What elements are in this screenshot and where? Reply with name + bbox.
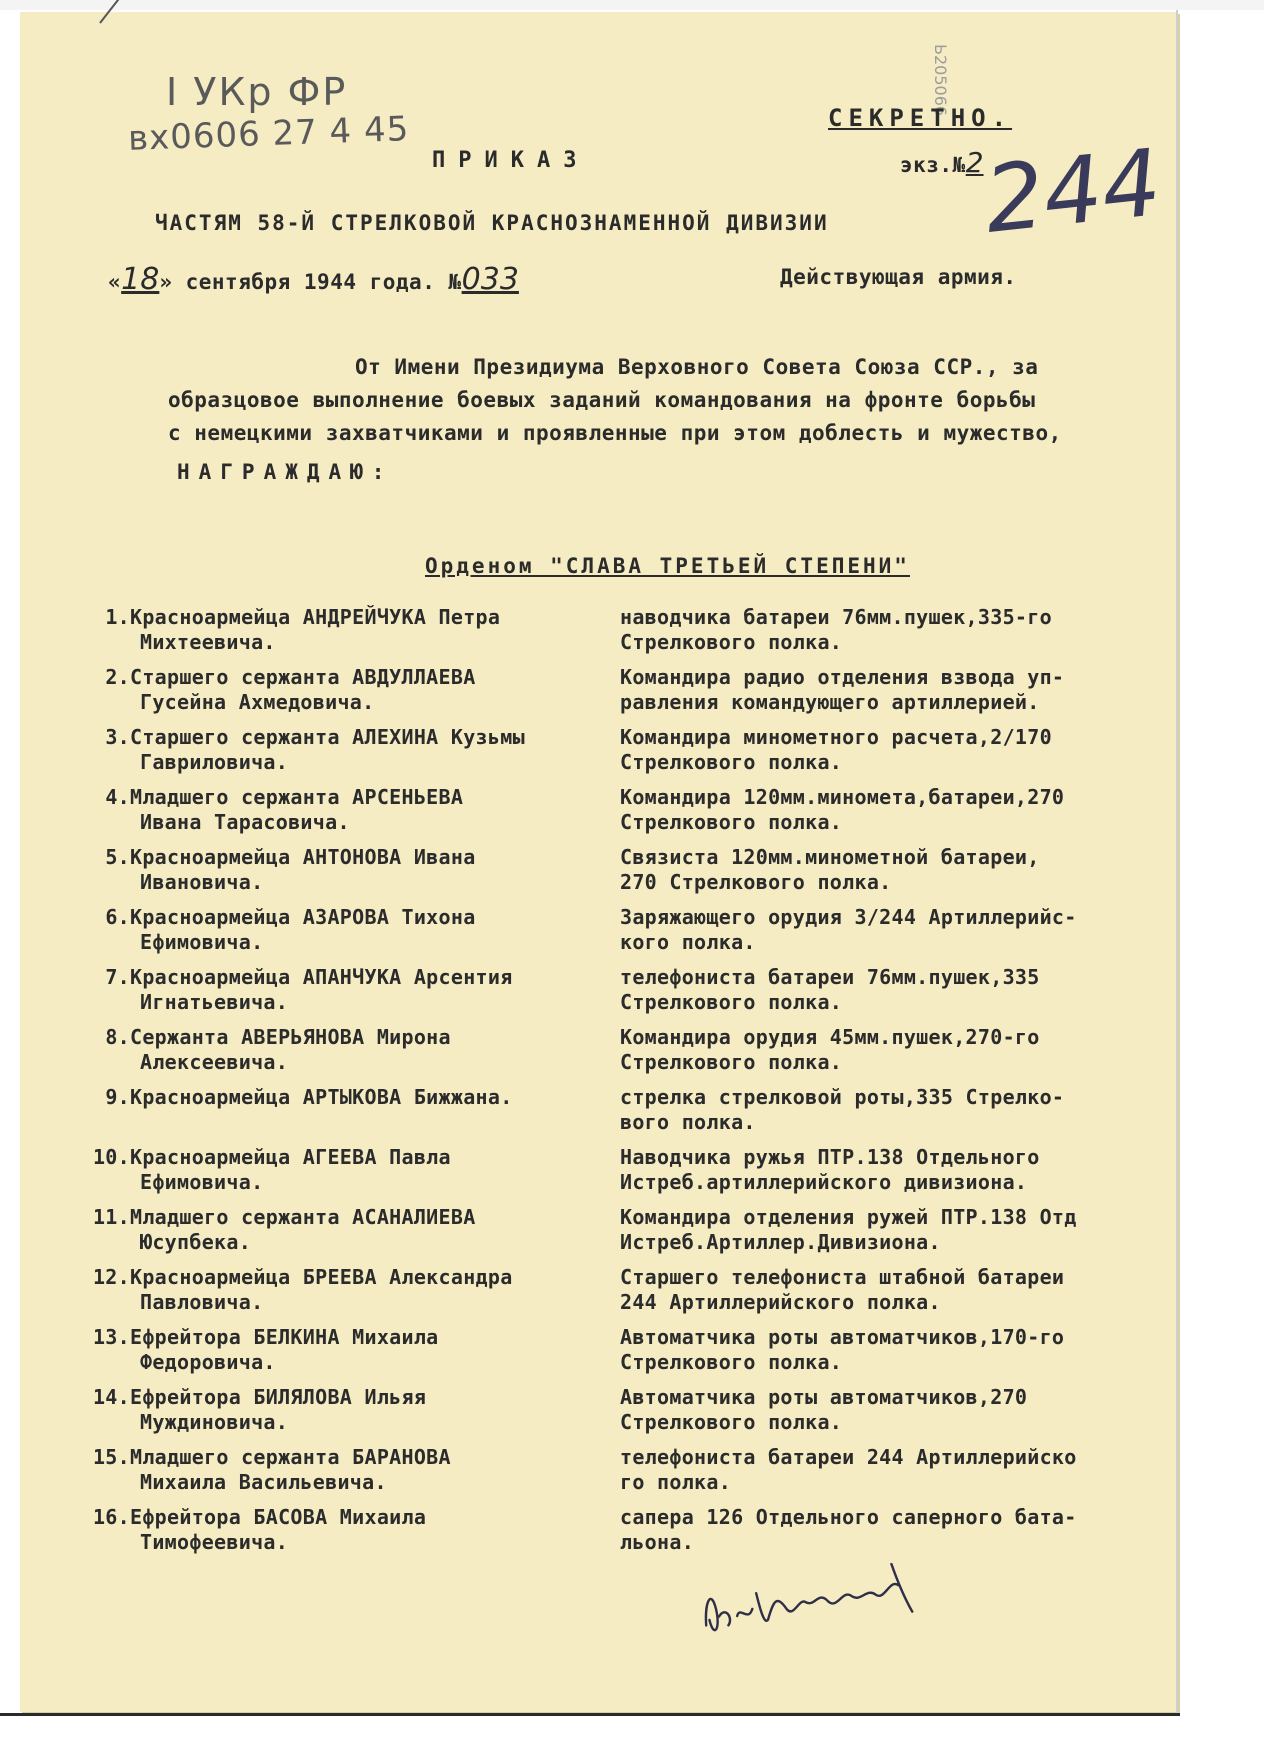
recipient-number: 13. bbox=[92, 1325, 130, 1349]
recipient-name-continuation: Ивановича. bbox=[140, 870, 264, 894]
recipient-position-line: 270 Стрелкового полка. bbox=[620, 870, 892, 894]
recipient-name bbox=[90, 785, 620, 835]
recipient-name-text: Красноармейца АГЕЕВА Павла bbox=[130, 1145, 451, 1169]
recipient-position-line: Командира минометного расчета,2/170 bbox=[620, 725, 1052, 749]
recipient-position-line: Командира радио отделения взвода уп- bbox=[620, 665, 1065, 689]
recipient-position-line: Командира орудия 45мм.пушек,270-го bbox=[620, 1025, 1040, 1049]
award-row bbox=[90, 1505, 1160, 1555]
scan-side-edge bbox=[1176, 10, 1178, 1715]
recipient-name-continuation: Гавриловича. bbox=[140, 750, 289, 774]
recipient-position bbox=[620, 665, 1160, 715]
recipient-position-line: Стрелкового полка. bbox=[620, 1050, 843, 1074]
recipient-name-text: Красноармейца АЗАРОВА Тихона bbox=[130, 905, 476, 929]
recipient-name bbox=[90, 1325, 620, 1375]
order-of-glory-heading: Орденом "СЛАВА ТРЕТЬЕЙ СТЕПЕНИ" bbox=[425, 554, 910, 578]
recipient-position-line: Стрелкового полка. bbox=[620, 1410, 843, 1434]
recipient-position-line: льона. bbox=[620, 1530, 695, 1554]
recipient-name-line bbox=[90, 1505, 620, 1530]
recipient-position-line: стрелка стрелковой роты,335 Стрелко- bbox=[620, 1085, 1065, 1109]
recipient-name-continuation: Ефимовича. bbox=[140, 1170, 264, 1194]
recipient-name-text: Красноармейца АНДРЕЙЧУКА Петра bbox=[130, 605, 501, 629]
recipient-position bbox=[620, 1085, 1160, 1135]
date-month-year: » сентября 1944 года. № bbox=[159, 270, 462, 294]
recipient-number: 5. bbox=[105, 845, 130, 869]
recipient-number: 14. bbox=[92, 1385, 130, 1409]
recipient-name-continuation: Гусейна Ахмедовича. bbox=[140, 690, 375, 714]
recipient-position bbox=[620, 1145, 1160, 1195]
location-label: Действующая армия. bbox=[780, 265, 1017, 289]
recipient-name-line bbox=[90, 1445, 620, 1470]
recipient-position-line: Связиста 120мм.минометной батареи, bbox=[620, 845, 1040, 869]
recipient-name-line bbox=[90, 1265, 620, 1290]
recipient-name bbox=[90, 1265, 620, 1315]
recipient-name-text: Ефрейтора БЕЛКИНА Михаила bbox=[130, 1325, 439, 1349]
recipient-name-line bbox=[90, 1205, 620, 1230]
award-row bbox=[90, 1145, 1160, 1195]
award-row bbox=[90, 845, 1160, 895]
award-row bbox=[90, 1265, 1160, 1315]
recipient-name-continuation: Алексеевича. bbox=[140, 1050, 289, 1074]
recipient-name bbox=[90, 725, 620, 775]
preamble-line-3: с немецкими захватчиками и проявленные при этом доблесть и мужество, bbox=[168, 421, 1062, 445]
recipient-name-text: Старшего сержанта АЛЕХИНА Кузьмы bbox=[130, 725, 525, 749]
recipient-position-line: 244 Артиллерийского полка. bbox=[620, 1290, 941, 1314]
recipient-name-text: Красноармейца БРЕЕВА Александра bbox=[130, 1265, 513, 1289]
recipient-position-line: Командира 120мм.миномета,батареи,270 bbox=[620, 785, 1065, 809]
recipient-name bbox=[90, 965, 620, 1015]
recipient-name-continuation: Федоровича. bbox=[140, 1350, 276, 1374]
recipient-number: 2. bbox=[105, 665, 130, 689]
recipient-position-line: наводчика батареи 76мм.пушек,335-го bbox=[620, 605, 1052, 629]
order-number: 033 bbox=[461, 262, 519, 297]
scan-top-edge bbox=[0, 0, 1264, 10]
recipient-number: 10. bbox=[92, 1145, 130, 1169]
recipient-position bbox=[620, 785, 1160, 835]
award-row bbox=[90, 785, 1160, 835]
recipient-name-continuation: Михаила Васильевича. bbox=[140, 1470, 387, 1494]
recipient-position bbox=[620, 1025, 1160, 1075]
recipient-name-line bbox=[90, 905, 620, 930]
recipient-position bbox=[620, 725, 1160, 775]
recipient-position bbox=[620, 1325, 1160, 1375]
recipient-name bbox=[90, 845, 620, 895]
recipient-position bbox=[620, 605, 1160, 655]
recipient-position bbox=[620, 1385, 1160, 1435]
recipient-name-continuation: Тимофеевича. bbox=[140, 1530, 289, 1554]
recipient-position-line: Наводчика ружья ПТР.138 Отдельного bbox=[620, 1145, 1040, 1169]
date-day: 18 bbox=[121, 262, 160, 297]
recipient-position-line: Командира отделения ружей ПТР.138 Отд bbox=[620, 1205, 1077, 1229]
recipient-position-line: Автоматчика роты автоматчиков,170-го bbox=[620, 1325, 1065, 1349]
recipient-position-line: Старшего телефониста штабной батареи bbox=[620, 1265, 1065, 1289]
recipient-name-text: Красноармейца АНТОНОВА Ивана bbox=[130, 845, 476, 869]
recipient-name-continuation: Павловича. bbox=[140, 1290, 264, 1314]
award-row bbox=[90, 725, 1160, 775]
preamble-line-1: От Имени Президиума Верховного Совета Союза ССР., за bbox=[355, 355, 1039, 379]
recipient-position-line: вого полка. bbox=[620, 1110, 756, 1134]
recipient-position-line: Заряжающего орудия 3/244 Артиллерийс- bbox=[620, 905, 1077, 929]
recipient-name-line bbox=[90, 965, 620, 990]
recipient-number: 16. bbox=[92, 1505, 130, 1529]
recipient-name bbox=[90, 1025, 620, 1075]
award-row bbox=[90, 665, 1160, 715]
recipient-name-line bbox=[90, 1085, 620, 1110]
registry-stamp-line1: I УКр ФР bbox=[166, 70, 348, 114]
award-row bbox=[90, 605, 1160, 655]
recipient-position bbox=[620, 1265, 1160, 1315]
recipient-name-line bbox=[90, 725, 620, 750]
recipient-number: 7. bbox=[105, 965, 130, 989]
handwritten-page-number: 244 bbox=[979, 129, 1166, 254]
recipient-number: 1. bbox=[105, 605, 130, 629]
recipient-position-line: кого полка. bbox=[620, 930, 756, 954]
recipient-name-text: Старшего сержанта АВДУЛЛАЕВА bbox=[130, 665, 476, 689]
awards-heading: НАГРАЖДАЮ: bbox=[177, 460, 394, 484]
recipient-number: 9. bbox=[105, 1085, 130, 1109]
recipient-name-text: Младшего сержанта АРСЕНЬЕВА bbox=[130, 785, 464, 809]
copy-number bbox=[900, 146, 984, 179]
recipient-position-line: Истреб.Артиллер.Дивизиона. bbox=[620, 1230, 941, 1254]
recipient-name-line bbox=[90, 665, 620, 690]
recipient-number: 3. bbox=[105, 725, 130, 749]
recipient-number: 4. bbox=[105, 785, 130, 809]
recipient-position-line: Стрелкового полка. bbox=[620, 750, 843, 774]
recipient-position-line: Стрелкового полка. bbox=[620, 810, 843, 834]
scan-bottom-edge bbox=[0, 1713, 1180, 1716]
classification-label: СЕКРЕТНО. bbox=[828, 104, 1013, 132]
award-row bbox=[90, 1025, 1160, 1075]
recipient-name bbox=[90, 1505, 620, 1555]
preamble-line-2: образцовое выполнение боевых заданий командования на фронте борьбы bbox=[168, 388, 1036, 412]
award-row bbox=[90, 965, 1160, 1015]
recipient-name bbox=[90, 605, 620, 655]
recipient-name-continuation: Ефимовича. bbox=[140, 930, 264, 954]
recipient-number: 15. bbox=[92, 1445, 130, 1469]
recipient-position bbox=[620, 1445, 1160, 1495]
recipient-name bbox=[90, 1145, 620, 1195]
recipient-name-continuation: Юсупбека. bbox=[140, 1230, 252, 1254]
recipient-number: 8. bbox=[105, 1025, 130, 1049]
recipient-name-line bbox=[90, 1325, 620, 1350]
recipient-name-line bbox=[90, 605, 620, 630]
recipient-name-continuation: Игнатьевича. bbox=[140, 990, 289, 1014]
award-row bbox=[90, 1325, 1160, 1375]
recipient-number: 6. bbox=[105, 905, 130, 929]
recipient-number: 11. bbox=[92, 1205, 130, 1229]
recipient-number: 12. bbox=[92, 1265, 130, 1289]
recipient-position-line: сапера 126 Отдельного саперного бата- bbox=[620, 1505, 1077, 1529]
recipient-name-line bbox=[90, 1145, 620, 1170]
recipient-name-text: Сержанта АВЕРЬЯНОВА Мирона bbox=[130, 1025, 451, 1049]
archive-number: Ь205066 bbox=[931, 44, 950, 117]
recipient-name-line bbox=[90, 845, 620, 870]
recipient-name bbox=[90, 1205, 620, 1255]
copy-number-value: 2 bbox=[965, 146, 984, 179]
award-row bbox=[90, 1385, 1160, 1435]
recipient-name-text: Младшего сержанта АСАНАЛИЕВА bbox=[130, 1205, 476, 1229]
recipient-position bbox=[620, 965, 1160, 1015]
recipient-name-continuation: Ивана Тарасовича. bbox=[140, 810, 350, 834]
recipient-name-text: Красноармейца АПАНЧУКА Арсентия bbox=[130, 965, 513, 989]
recipient-name-line bbox=[90, 785, 620, 810]
order-title: ПРИКАЗ bbox=[432, 148, 590, 173]
recipient-position bbox=[620, 1205, 1160, 1255]
recipient-name-continuation: Михтеевича. bbox=[140, 630, 276, 654]
award-row bbox=[90, 1445, 1160, 1495]
award-row bbox=[90, 1205, 1160, 1255]
recipient-name bbox=[90, 1445, 620, 1495]
recipient-position-line: Истреб.артиллерийского дивизиона. bbox=[620, 1170, 1028, 1194]
date-open-quote: « bbox=[108, 270, 122, 294]
recipient-name-text: Красноармейца АРТЫКОВА Бижжана. bbox=[130, 1085, 513, 1109]
recipient-position-line: Автоматчика роты автоматчиков,270 bbox=[620, 1385, 1028, 1409]
recipient-name-continuation: Муждиновича. bbox=[140, 1410, 289, 1434]
recipient-name bbox=[90, 1085, 620, 1110]
recipient-position-line: телефониста батареи 244 Артиллерийско bbox=[620, 1445, 1077, 1469]
recipient-position bbox=[620, 845, 1160, 895]
recipient-name-line bbox=[90, 1385, 620, 1410]
recipient-name-text: Младшего сержанта БАРАНОВА bbox=[130, 1445, 451, 1469]
recipient-name bbox=[90, 665, 620, 715]
units-heading: ЧАСТЯМ 58-Й СТРЕЛКОВОЙ КРАСНОЗНАМЕННОЙ ДИВИЗИИ bbox=[155, 211, 829, 235]
registry-stamp-line2: вх0606 27 4 45 bbox=[127, 109, 410, 159]
recipient-name bbox=[90, 1385, 620, 1435]
award-row bbox=[90, 1085, 1160, 1135]
award-list bbox=[90, 605, 1160, 1565]
recipient-position-line: Стрелкового полка. bbox=[620, 630, 843, 654]
recipient-name-line bbox=[90, 1025, 620, 1050]
order-date-line bbox=[108, 262, 519, 297]
award-row bbox=[90, 905, 1160, 955]
recipient-position-line: Стрелкового полка. bbox=[620, 1350, 843, 1374]
copy-prefix: экз.№ bbox=[900, 153, 966, 177]
recipient-position-line: Стрелкового полка. bbox=[620, 990, 843, 1014]
recipient-name bbox=[90, 905, 620, 955]
recipient-position-line: равления командующего артиллерией. bbox=[620, 690, 1040, 714]
recipient-name-text: Ефрейтора БИЛЯЛОВА Ильяя bbox=[130, 1385, 427, 1409]
recipient-position-line: телефониста батареи 76мм.пушек,335 bbox=[620, 965, 1040, 989]
recipient-position-line: го полка. bbox=[620, 1470, 732, 1494]
recipient-position bbox=[620, 905, 1160, 955]
recipient-name-text: Ефрейтора БАСОВА Михаила bbox=[130, 1505, 427, 1529]
